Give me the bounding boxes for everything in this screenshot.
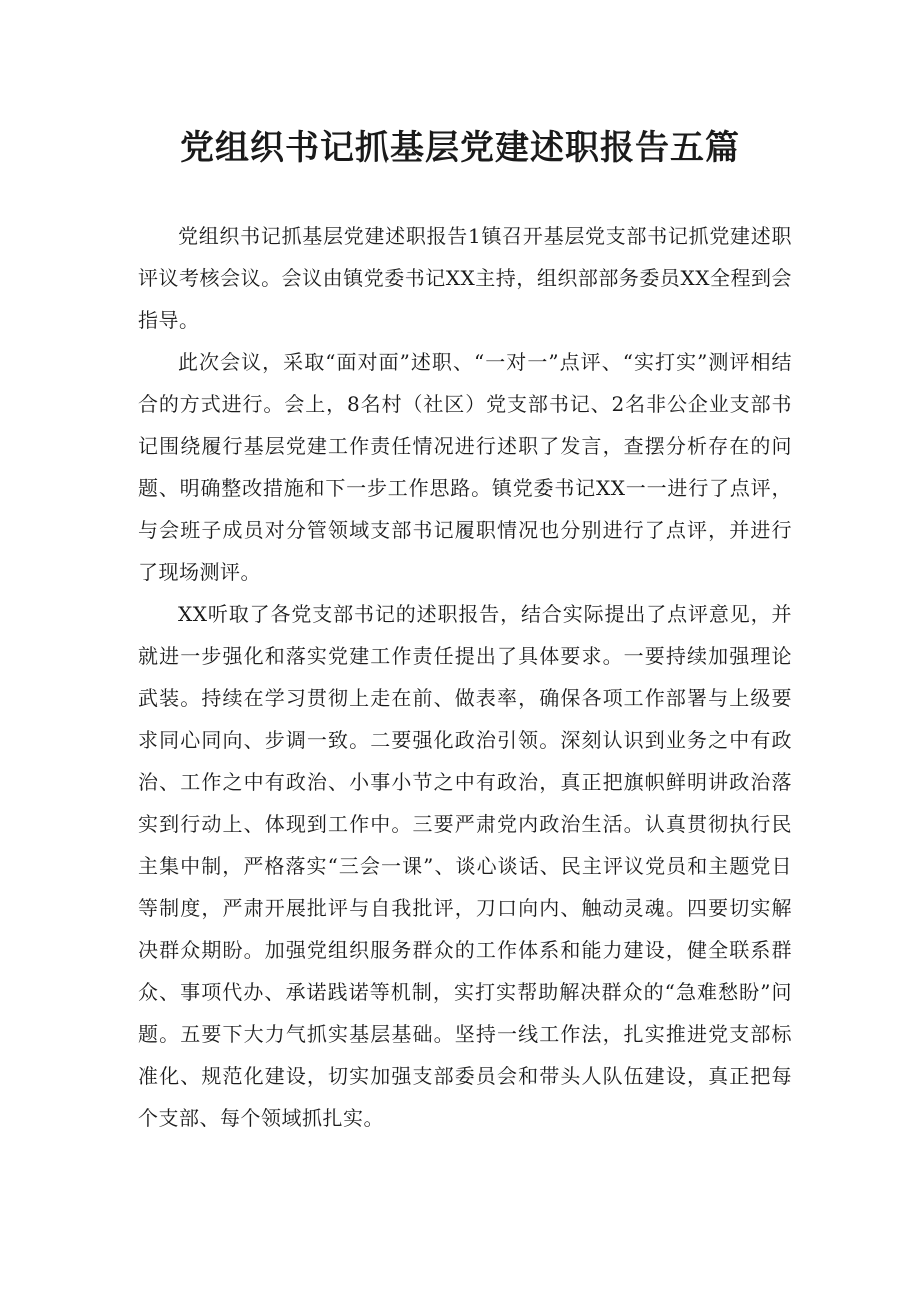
document-body	[138, 215, 792, 1139]
paragraph-3: XX听取了各党支部书记的述职报告，结合实际提出了点评意见，并就进一步强化和落实党建工作责任提出了具体要求。一要持续加强理论武装。持续在学习贯彻上走在前、做表率，确保各项工作部署与上级要求同心同向、步调一致。二要强化政治引领。深刻认识到业务之中有政治、工作之中有政治、小事小节之中有政治，真正把旗帜鲜明讲政治落实到行动上、体现到工作中。三要严肃党内政治生活。认真贯彻执行民主集中制，严格落实“三会一课”、谈心谈话、民主评议党员和主题党日等制度，严肃开展批评与自我批评，刀口向内、触动灵魂。四要切实解决群众期盼。加强党组织服务群众的工作体系和能力建设，健全联系群众、事项代办、承诺践诺等机制，实打实帮助解决群众的“急难愁盼”问题。五要下大力气抓实基层基础。坚持一线工作法，扎实推进党支部标准化、规范化建设，切实加强支部委员会和带头人队伍建设，真正把每个支部、每个领域抓扎实。	[138, 602, 792, 1130]
paragraph-1: 党组织书记抓基层党建述职报告1镇召开基层党支部书记抓党建述职评议考核会议。会议由镇党委书记XX主持，组织部部务委员XX全程到会指导。	[138, 224, 792, 332]
document-title: 党组织书记抓基层党建述职报告五篇	[180, 128, 740, 168]
paragraph-2: 此次会议，采取“面对面”述职、“一对一”点评、“实打实”测评相结合的方式进行。会上，8名村（社区）党支部书记、2名非公企业支部书记围绕履行基层党建工作责任情况进行述职了发言，查摆分析存在的问题、明确整改措施和下一步工作思路。镇党委书记XX一一进行了点评，与会班子成员对分管领域支部书记履职情况也分别进行了点评，并进行了现场测评。	[138, 350, 792, 584]
